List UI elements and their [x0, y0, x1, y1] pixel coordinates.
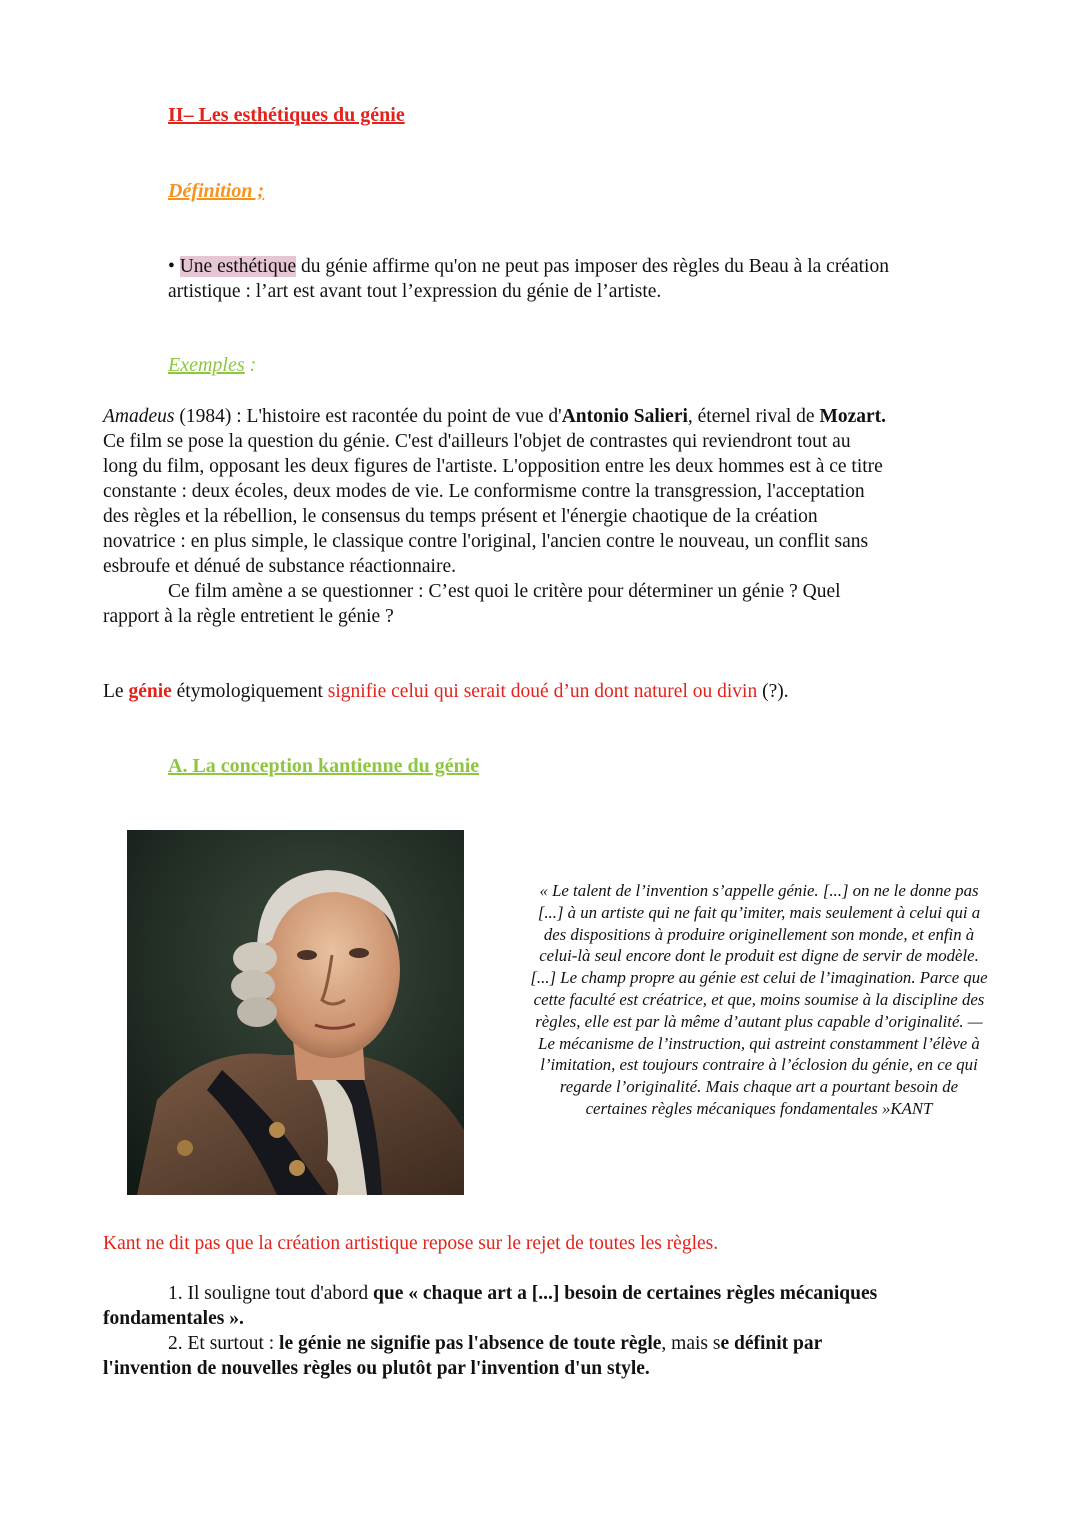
amadeus-line2: Ce film se pose la question du génie. C'est d'ailleurs l'objet de contrastes qui reviendront tout au [103, 431, 851, 452]
definition-line1: du génie affirme qu'on ne peut pas imposer des règles du Beau à la création [296, 256, 889, 277]
amadeus-paragraph [103, 404, 1003, 629]
subsection-a-title: A. La conception kantienne du génie [168, 755, 480, 777]
etymology-d: (?). [757, 681, 789, 702]
mozart-name: Mozart. [819, 406, 887, 427]
point-2-c: , mais s [661, 1333, 721, 1354]
etymology-a: Le [103, 681, 129, 702]
examples-label-colon: : [244, 354, 257, 376]
highlighted-term: Une esthétique [179, 256, 297, 277]
quote-line: regarde l’originalité. Mais chaque art a pourtant besoin de [559, 1077, 959, 1097]
etymology-meaning: signifie celui qui serait doué d’un dont naturel ou divin [327, 681, 758, 702]
quote-line: « Le talent de l’invention s’appelle génie. [...] on ne le donne pas [539, 881, 979, 900]
amadeus-line6: novatrice : en plus simple, le classique contre l'original, l'ancien contre le nouveau, un conflit sans [103, 531, 869, 552]
point-2 [103, 1331, 1003, 1356]
examples-label [168, 354, 256, 377]
point-2-a: 2. Et surtout : [168, 1333, 280, 1354]
quote-line: règles, elle est par là même d’autant plus capable d’originalité. — [535, 1011, 983, 1031]
point-1-c: fondamentales ». [103, 1308, 244, 1329]
salieri-name: Antonio Salieri [561, 406, 688, 427]
amadeus-line1b: , éternel rival de [687, 406, 820, 427]
point-2-b: le génie ne signifie pas l'absence de toute règle [279, 1333, 662, 1354]
amadeus-line5: des règles et la rébellion, le consensus du temps présent et l'énergie chaotique de la création [103, 506, 818, 527]
amadeus-line8: Ce film amène a se questionner : C’est quoi le critère pour déterminer un génie ? Quel [168, 581, 841, 602]
quote-line: celui-là seul encore dont le produit est digne de servir de modèle. [539, 946, 979, 966]
point-1-b: que « chaque art a [...] besoin de certaines règles mécaniques [373, 1283, 878, 1304]
definition-paragraph [168, 254, 1028, 304]
amadeus-line3: long du film, opposant les deux figures de l'artiste. L'opposition entre les deux hommes est à ce titre [103, 456, 883, 477]
amadeus-line9: rapport à la règle entretient le génie ? [103, 606, 394, 627]
film-title: Amadeus [103, 406, 175, 427]
point-1 [103, 1281, 1003, 1306]
amadeus-line1a: (1984) : L'histoire est racontée du point de vue d' [174, 406, 562, 427]
kant-portrait [127, 830, 464, 1195]
point-2-d: e définit par [720, 1333, 823, 1354]
quote-line: l’imitation, est toujours contraire à l’éclosion du génie, en ce qui [540, 1055, 978, 1075]
points-list [103, 1281, 1003, 1381]
bullet: • [168, 256, 175, 277]
point-2-e: l'invention de nouvelles règles ou plutôt par l'invention d'un style. [103, 1358, 650, 1379]
etymology-b: étymologiquement [171, 681, 328, 702]
amadeus-line4: constante : deux écoles, deux modes de vie. Le conformisme contre la transgression, l'acceptation [103, 481, 865, 502]
quote-line: Le mécanisme de l’instruction, qui astreint constamment l’élève à [538, 1033, 980, 1053]
quote-line: cette faculté est créatrice, et que, moins soumise à la discipline des [533, 989, 985, 1009]
point-1-a: 1. Il souligne tout d'abord [168, 1283, 373, 1304]
quote-line: [...] à un artiste qui ne fait qu’imiter, mais seulement à celui qui a [537, 902, 981, 922]
amadeus-line7: esbroufe et dénué de substance réactionnaire. [103, 556, 456, 577]
definition-label: Définition ; [168, 180, 265, 202]
kant-statement: Kant ne dit pas que la création artistique repose sur le rejet de toutes les règles. [103, 1233, 719, 1254]
etymology-line [103, 679, 789, 704]
kant-portrait-drawing [127, 830, 464, 1195]
quote-line: des dispositions à produire originellement son monde, et enfin à [543, 924, 975, 944]
quote-line: [...] Le champ propre au génie est celui de l’imagination. Parce que [530, 968, 988, 988]
examples-label-text: Exemples [168, 354, 245, 376]
genie-word: génie [128, 681, 172, 702]
definition-line2: artistique : l’art est avant tout l’expression du génie de l’artiste. [168, 281, 662, 302]
quote-line: certaines règles mécaniques fondamentales »KANT [585, 1098, 933, 1118]
kant-quote [486, 880, 1032, 1120]
section-title: II– Les esthétiques du génie [168, 104, 405, 126]
